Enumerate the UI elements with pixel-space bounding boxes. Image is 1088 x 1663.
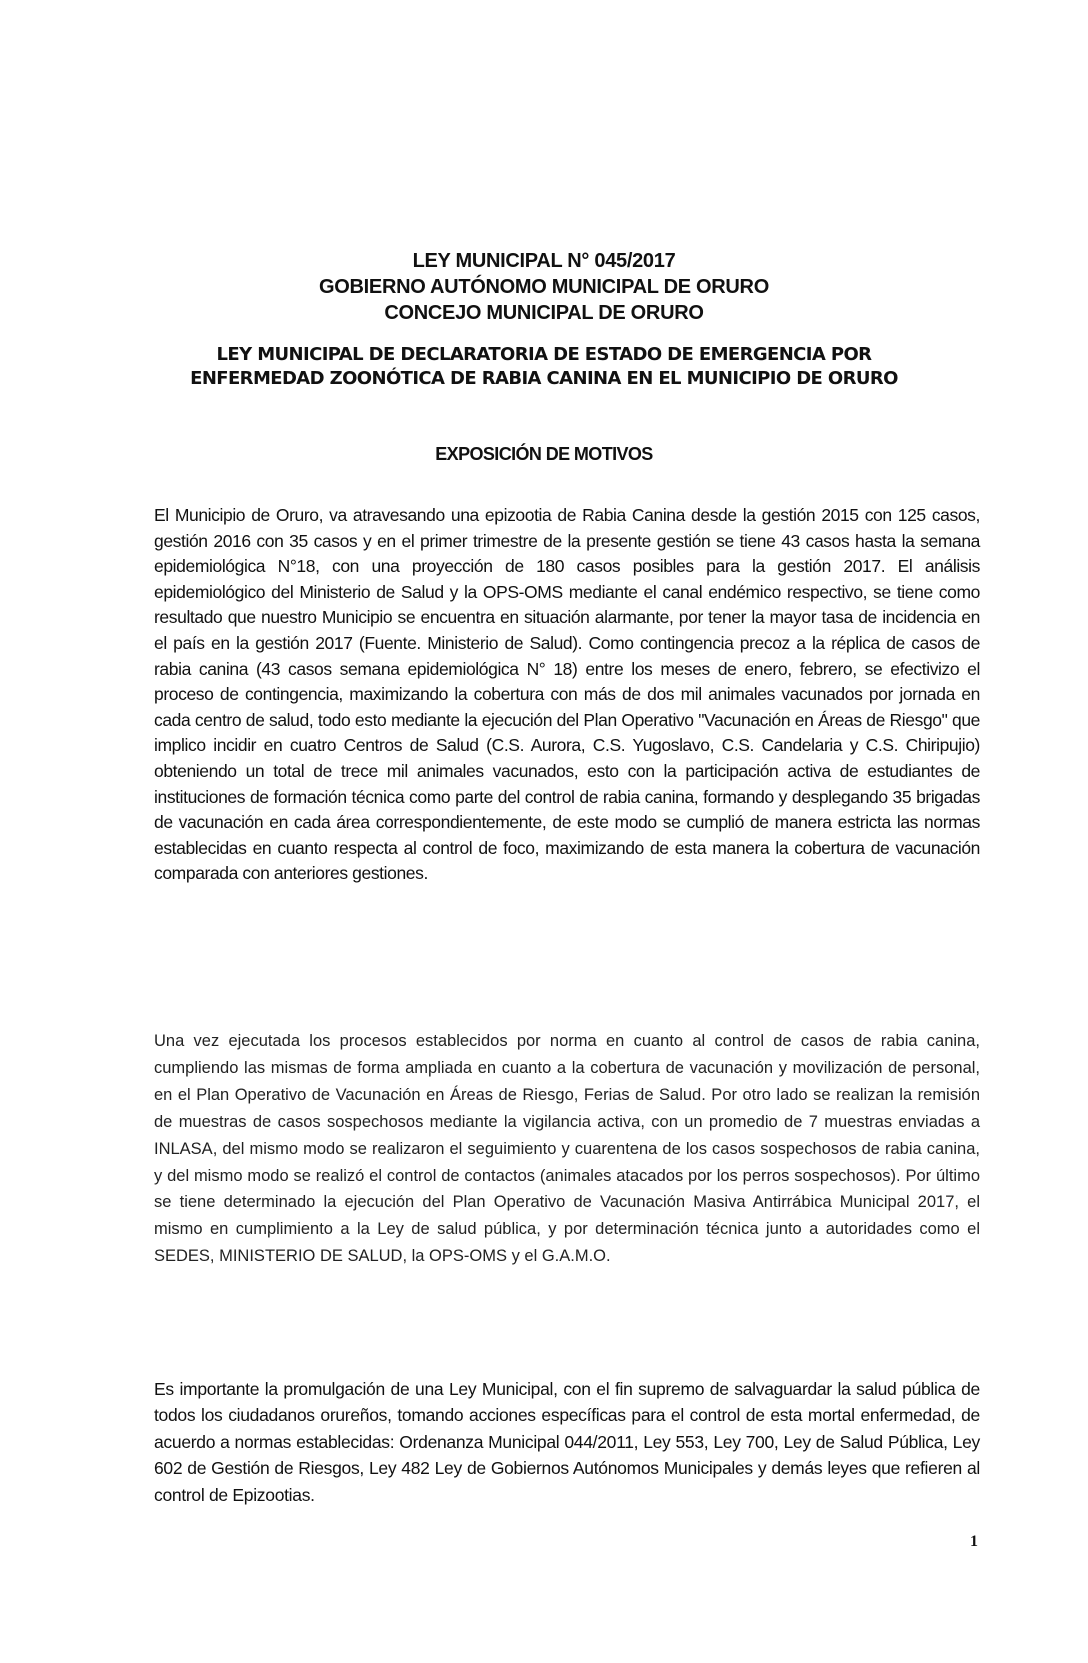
paragraph-2: Una vez ejecutada los procesos establecidos por norma en cuanto al control de casos de rabia canina, cumpliendo las mismas de forma ampliada en cuanto a la cobertura de vacunación y movilización de personal, en el Plan Operativo de Vacunación en Áreas de Riesgo, Ferias de Salud. Por otro lado se realizan la remisión de muestras de casos sospechosos mediante la vigilancia activa, con un promedio de 7 muestras enviadas a INLASA, del mismo modo se realizaron el seguimiento y cuarentena de los casos sospechosos de rabia canina, y del mismo modo se realizó el control de contactos (animales atacados por los perros sospechosos). Por último se tiene determinado la ejecución del Plan Operativo de Vacunación Masiva Antirrábica Municipal 2017, el mismo en cumplimiento a la Ley de salud pública, y por determinación técnica junto a autoridades como el SEDES, MINISTERIO DE SALUD, la OPS-OMS y el G.A.M.O. bbox=[154, 1032, 980, 1266]
government-name: GOBIERNO AUTÓNOMO MUNICIPAL DE ORURO bbox=[319, 276, 769, 298]
council-name: CONCEJO MUNICIPAL DE ORURO bbox=[384, 302, 704, 324]
subtitle-line-2: ENFERMEDAD ZOONÓTICA DE RABIA CANINA EN EL MUNICIPIO DE ORURO bbox=[190, 368, 898, 389]
section-title: EXPOSICIÓN DE MOTIVOS bbox=[435, 444, 653, 464]
law-number-title: LEY MUNICIPAL N° 045/2017 bbox=[412, 250, 676, 272]
paragraph-3: Es importante la promulgación de una Ley Municipal, con el fin supremo de salvaguardar la salud pública de todos los ciudadanos orureños, tomando acciones específicas para el control de esta mortal enfermedad, de acuerdo a normas establecidas: Ordenanza Municipal 044/2011, Ley 553, Ley 700, Ley de Salud Pública, Ley 602 de Gestión de Riesgos, Ley 482 Ley de Gobiernos Autónomos Municipales y demás leyes que refieren al control de Epizootias. bbox=[154, 1379, 980, 1505]
law-subtitle bbox=[0, 343, 1088, 391]
document-header bbox=[0, 248, 1088, 326]
page-number: 1 bbox=[970, 1533, 978, 1550]
paragraph-1: El Municipio de Oruro, va atravesando una epizootia de Rabia Canina desde la gestión 2015 con 125 casos, gestión 2016 con 35 casos y en el primer trimestre de la presente gestión se tiene 43 casos hasta la semana epidemiológica N°18, con una proyección de 180 casos posibles para la gestión 2017. El análisis epidemiológico del Ministerio de Salud y la OPS-OMS mediante el canal endémico respectivo, se tiene como resultado que nuestro Municipio se encuentra en situación alarmante, por tener la mayor tasa de incidencia en el país en la gestión 2017 (Fuente. Ministerio de Salud). Como contingencia precoz a la réplica de casos de rabia canina (43 casos semana epidemiológica N° 18) entre los meses de enero, febrero, se efectivizo el proceso de contingencia, maximizando la cobertura con más de dos mil animales vacunados por jornada en cada centro de salud, todo esto mediante la ejecución del Plan Operativo "Vacunación en Áreas de Riesgo" que implico incidir en cuatro Centros de Salud (C.S. Aurora, C.S. Yugoslavo, C.S. Candelaria y C.S. Chiripujio) obteniendo un total de trece mil animales vacunados, esto con la participación activa de estudiantes de instituciones de formación técnica como parte del control de rabia canina, formando y desplegando 35 brigadas de vacunación en cada área correspondientemente, de este modo se cumplió de manera estricta las normas establecidas en cuanto respecta al control de foco, maximizando de esta manera la cobertura de vacunación comparada con anteriores gestiones. bbox=[154, 505, 980, 884]
subtitle-line-1: LEY MUNICIPAL DE DECLARATORIA DE ESTADO DE EMERGENCIA POR bbox=[216, 344, 872, 365]
